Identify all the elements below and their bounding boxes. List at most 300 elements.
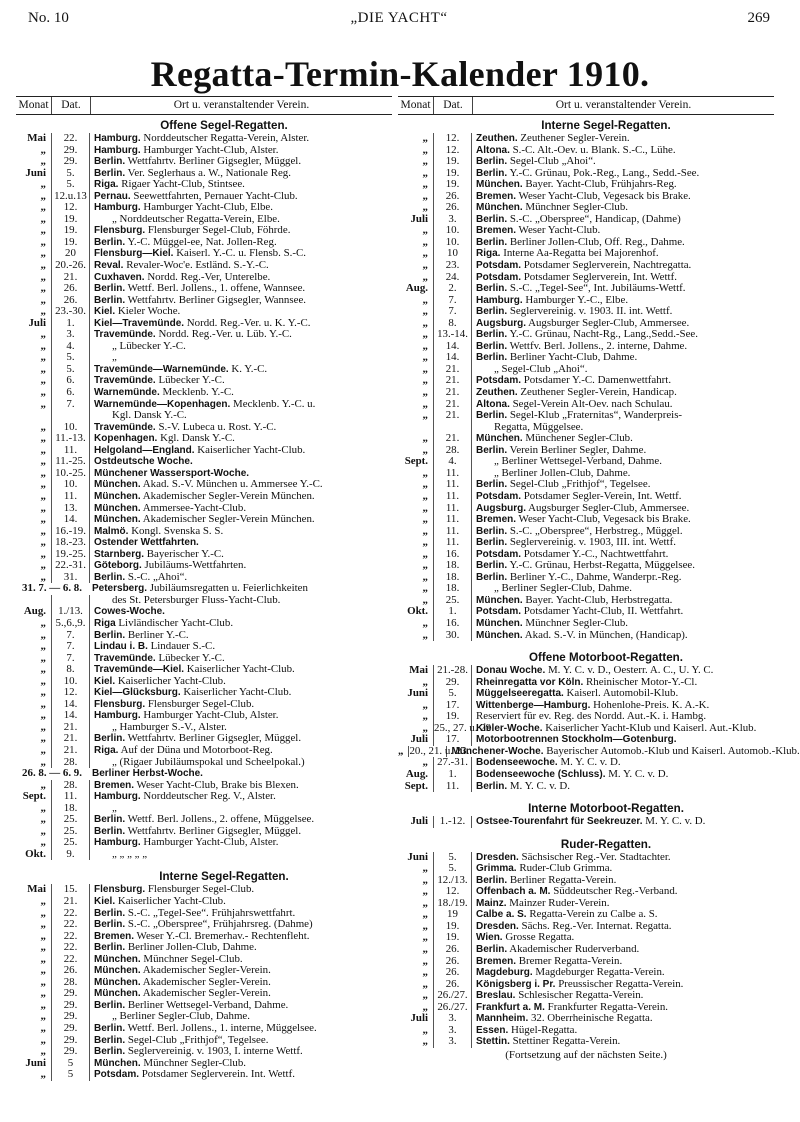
row-club: Wettfv. Berl. Jollens., 2. interne, Dahme. — [509, 339, 688, 352]
row-club: Ver. Seglerhaus a. W., Nationale Reg. — [127, 166, 291, 179]
row-place: Berlin. — [94, 571, 126, 583]
row-club: Wettf. Berl. Jollens., 2. offene, Müggelsee. — [127, 813, 315, 826]
row-date: 11. — [51, 791, 90, 803]
row-club: M. Y. C. v. D. — [509, 779, 570, 792]
row-club: Münchner Segel-Club. — [143, 952, 243, 965]
row-place: Travemünde—Kiel. — [94, 664, 185, 676]
row-date: 12. — [51, 202, 90, 214]
row-month: „ — [40, 466, 46, 479]
section-title: Ruder-Regatten. — [560, 837, 652, 851]
row-date: 11. — [433, 537, 472, 549]
row-month: „ — [422, 582, 428, 595]
row-club: „ Norddeutscher Regatta-Verein, Elbe. — [112, 212, 280, 225]
row-month: „ — [40, 362, 46, 375]
row-date: 7. — [51, 630, 90, 642]
row-date: 20.-26. — [51, 260, 90, 272]
row-month: „ — [40, 247, 46, 260]
row-month: „ — [422, 896, 428, 909]
row-month: „ — [422, 616, 428, 629]
row-month: „ — [40, 1033, 46, 1046]
row-date: 25., 27. u. 29 — [434, 721, 492, 734]
row-club: Jubiläumsregatten u. Feierlichkeiten — [149, 582, 308, 595]
row-date: 14. — [51, 514, 90, 526]
row-month: „ — [422, 698, 428, 711]
row-date: 16. — [433, 618, 472, 630]
row-date: 25. — [51, 826, 90, 838]
row-date: 10. — [433, 225, 472, 237]
row-month: „ — [40, 709, 46, 722]
row-date: 11. — [433, 781, 472, 793]
row-place: Bremen. — [476, 225, 517, 237]
row-place: München. — [476, 179, 523, 191]
row-date: 19. — [433, 168, 472, 180]
row-club: Wettfahrtv. Berliner Gigsegler, Müggel. — [127, 732, 302, 745]
row-club: Lübecker Y.-C. — [158, 374, 225, 387]
left-column — [16, 96, 392, 1081]
row-date: 5. — [433, 863, 472, 875]
row-club: Hohenlohe-Preis. K. A.-K. — [593, 698, 710, 711]
row-place: Ostdeutsche Woche. — [94, 456, 193, 468]
row-place: Potsdam. — [476, 606, 522, 618]
row-date: 5 — [51, 1058, 90, 1070]
page-title: Regatta-Termin-Kalender 1910. — [150, 54, 650, 94]
row-month: „ — [422, 247, 428, 260]
row-club: Weser Yacht-Club. — [518, 224, 601, 237]
row-club: Seglervereinig. v. 1903, I. interne Wettf. — [127, 1045, 303, 1058]
section-title: Interne Segel-Regatten. — [159, 870, 289, 884]
row-place: Berlin. — [476, 874, 508, 886]
row-month: „ — [422, 885, 428, 898]
row-place: Dresden. — [476, 920, 519, 932]
row-month: „ — [40, 1022, 46, 1035]
row-entry — [90, 422, 392, 434]
row-club: Weser Yacht-Club, Vegesack bis Brake. — [518, 513, 691, 526]
row-date: 11. — [433, 514, 472, 526]
row-date: 21. — [433, 364, 472, 376]
row-date: 5. — [433, 852, 472, 864]
row-place: Berlin. — [94, 1046, 126, 1058]
row-club: „ — [112, 801, 117, 814]
row-date: 28. — [433, 445, 472, 457]
row-date: 7. — [433, 295, 472, 307]
row-club: S.-C. „Ahoi“. — [127, 570, 188, 583]
row-date: 15. — [51, 884, 90, 896]
row-place: Potsdam. — [476, 271, 522, 283]
row-month: „ — [40, 755, 46, 768]
row-club: Norddeutscher Reg. V., Alster. — [143, 790, 276, 803]
row-club: Bayer. Yacht-Club, Herbstregatta. — [525, 593, 673, 606]
row-date: 7. — [51, 653, 90, 665]
row-month: „ — [422, 536, 428, 549]
row-place: Magdeburg. — [476, 967, 533, 979]
row-club: Lindauer S.-C. — [150, 640, 216, 653]
row-club: Kongl. Svenska S. S. — [131, 524, 224, 537]
row-place: Hamburg. — [94, 202, 141, 214]
row-club: Bremer Regatta-Verein. — [518, 954, 623, 967]
row-month: „ — [422, 270, 428, 283]
row-month: „ — [40, 720, 46, 733]
row-month: „ — [398, 744, 404, 757]
row-club: Süddeutscher Reg.-Verband. — [553, 885, 678, 898]
row-date: 30. — [433, 630, 472, 642]
row-place: Berlin. — [476, 236, 508, 248]
row-club: Flensburger Segel-Club, Föhrde. — [147, 224, 291, 237]
row-month: „ — [422, 593, 428, 606]
row-club: Potsdamer Y.-C., Nachtwettfahrt. — [523, 547, 669, 560]
place-header: Ort u. veranstaltender Verein. — [555, 99, 692, 111]
row-club: Bayerischer Y.-C. — [146, 547, 224, 560]
row-month: Juni — [25, 166, 46, 179]
row-place: Hamburg. — [476, 294, 523, 306]
row-date: 26. — [51, 965, 90, 977]
row-date: 18. — [433, 572, 472, 584]
row-club: Seewettfahrten, Pernauer Yacht-Club. — [133, 189, 298, 202]
calendar-row — [398, 410, 774, 422]
row-date: 11.-13. — [51, 433, 90, 445]
calendar-row — [16, 791, 392, 803]
row-club: Frankfurter Regatta-Verein. — [547, 1000, 668, 1013]
row-month: „ — [40, 1010, 46, 1023]
row-place: Wittenberge—Hamburg. — [476, 699, 591, 711]
section-title: Interne Segel-Regatten. — [541, 119, 671, 132]
row-entry — [90, 445, 392, 457]
page-number: 269 — [747, 10, 770, 26]
row-date: 21. — [433, 387, 472, 399]
row-month: „ — [422, 1023, 428, 1036]
row-month: „ — [40, 270, 46, 283]
row-club: Münchner Segler-Club. — [525, 616, 629, 629]
row-month: „ — [422, 432, 428, 445]
row-date: 19. — [433, 179, 472, 191]
row-date: 21. — [51, 733, 90, 745]
row-month: „ — [40, 155, 46, 168]
row-month: „ — [40, 906, 46, 919]
row-date: 22. — [51, 919, 90, 931]
row-place: Berlin. — [476, 329, 508, 341]
row-month: „ — [40, 559, 46, 572]
row-month: „ — [40, 1068, 46, 1081]
row-month: „ — [422, 386, 428, 399]
row-month: „ — [40, 143, 46, 156]
row-club: S.-C. „Oberspree“, Herbstreg., Müggel. — [509, 524, 683, 537]
row-month: „ — [40, 1045, 46, 1058]
row-club: Rheinischer Motor-Y.-Cl. — [585, 675, 698, 688]
row-month: Juni — [407, 850, 428, 863]
calendar-row — [398, 1036, 774, 1048]
row-club: Auf der Düna und Motorboot-Reg. — [120, 743, 273, 756]
row-month: Mai — [27, 132, 46, 144]
row-club: S.-C. „Tegel-See“, Int. Jubiläums-Wettf. — [509, 282, 686, 295]
row-month: „ — [422, 570, 428, 583]
section-title: Offene Segel-Regatten. — [160, 119, 288, 132]
row-club: Berliner Y.-C. — [127, 628, 189, 641]
row-entry — [90, 641, 392, 653]
row-date: 1.-12. — [433, 816, 472, 828]
row-place: Bodenseewoche. — [476, 757, 558, 769]
row-month: Juni — [25, 1056, 46, 1069]
calendar-row — [16, 618, 392, 630]
row-club: Berliner Regatta-Verein. — [509, 873, 617, 886]
row-date: 8. — [51, 664, 90, 676]
row-place: Potsdam. — [476, 375, 522, 387]
row-entry — [90, 341, 392, 353]
row-place: München. — [476, 202, 523, 214]
row-place: Warnemünde. — [94, 387, 160, 399]
row-date: 22. — [51, 954, 90, 966]
row-date: 5 — [51, 1069, 90, 1081]
row-date: 25. — [433, 595, 472, 607]
row-club: Wettf. Berl. Jollens., 1. offene, Wannsee. — [127, 282, 306, 295]
row-date: 29. — [433, 677, 472, 689]
row-club: Y.-C. Grünau, Herbst-Regatta, Müggelsee. — [509, 559, 695, 572]
row-month: „ — [422, 628, 428, 641]
row-place: Hamburg. — [94, 837, 141, 849]
row-date: 21. — [433, 399, 472, 411]
row-month: „ — [422, 873, 428, 886]
row-place: Malmö. — [94, 525, 129, 537]
row-place: Calbe a. S. — [476, 909, 527, 921]
row-month: Juli — [410, 733, 428, 746]
row-club: Zeuthener Segler-Verein, Handicap. — [520, 386, 677, 399]
row-club: „ Berliner Segler-Club, Dahme. — [112, 1010, 250, 1023]
row-date: 23. — [433, 260, 472, 272]
row-club: Potsdamer Seglerverein, Nachtregatta. — [523, 259, 692, 272]
section-gap — [398, 828, 774, 838]
row-date: 29. — [51, 145, 90, 157]
row-month: „ — [422, 374, 428, 387]
row-date: 5. — [51, 179, 90, 191]
row-entry — [90, 630, 392, 642]
row-place: Münchener Wassersport-Woche. — [94, 467, 250, 479]
row-place: Potsdam. — [476, 548, 522, 560]
row-place: Berlin. — [476, 410, 508, 422]
row-month: „ — [40, 305, 46, 318]
row-date: 14. — [51, 699, 90, 711]
row-month: „ — [422, 155, 428, 168]
row-club: Hamburger Y.-C., Elbe. — [525, 293, 629, 306]
row-date: 21. — [433, 410, 472, 422]
row-place: Flensburg. — [94, 698, 146, 710]
row-date: 3. — [433, 1025, 472, 1037]
row-club: M. Y. C. v. D. — [608, 767, 669, 780]
row-place: Travemünde—Warnemünde. — [94, 363, 229, 375]
row-month: Okt. — [407, 605, 428, 618]
row-club: Hamburger Yacht-Club, Alster. — [143, 143, 279, 156]
row-date: 11. — [433, 468, 472, 480]
row-place: Riga. — [94, 744, 119, 756]
row-place: Hamburg. — [94, 791, 141, 803]
row-club: S.-V. Lubeca u. Rost. Y.-C. — [158, 420, 277, 433]
journal-name: „DIE YACHT“ — [350, 10, 448, 26]
row-month: „ — [40, 778, 46, 791]
row-club: Y.-C. Müggel-ee, Nat. Jollen-Reg. — [127, 235, 277, 248]
row-place: München. — [476, 629, 523, 641]
row-date: 16. — [433, 549, 472, 561]
row-place: Petersberg. — [92, 583, 148, 595]
row-place: Berlin. — [476, 306, 508, 318]
row-month: „ — [422, 547, 428, 560]
row-place: Berlin. — [94, 999, 126, 1011]
row-place: Flensburg. — [94, 225, 146, 237]
row-club: Akademischer Segler-Verein. — [142, 964, 271, 977]
row-date: 18.-23. — [51, 537, 90, 549]
row-date: 11.-25. — [51, 456, 90, 468]
row-month: „ — [40, 386, 46, 399]
row-month — [16, 410, 51, 422]
row-date: 19. — [51, 225, 90, 237]
row-place: Dresden. — [476, 851, 519, 863]
row-month: „ — [422, 675, 428, 688]
row-month: „ — [40, 374, 46, 387]
row-date: 10. — [51, 676, 90, 688]
row-month: Sept. — [404, 779, 428, 792]
left-column-body — [16, 119, 392, 1081]
row-month: „ — [40, 941, 46, 954]
row-place: Berlin. — [476, 352, 508, 364]
row-club: Berliner Y.-C., Dahme, Wanderpr.-Reg. — [509, 570, 682, 583]
row-month: „ — [422, 166, 428, 179]
section-gap — [16, 860, 392, 870]
row-place: Offenbach a. M. — [476, 886, 551, 898]
row-place: Essen. — [476, 1024, 509, 1036]
row-month: „ — [422, 559, 428, 572]
row-date: 10 — [433, 248, 472, 260]
row-club: M. Y. C. v. D., Oesterr. A. C., U. Y. C. — [548, 664, 714, 677]
calendar-row — [398, 688, 774, 700]
row-month: „ — [422, 235, 428, 248]
row-date: 19. — [433, 156, 472, 168]
row-place: Flensburg. — [94, 884, 146, 896]
row-place: Bremen. — [476, 190, 517, 202]
row-place: München. — [94, 965, 141, 977]
row-date: 11. — [51, 445, 90, 457]
section-title: Interne Motorboot-Regatten. — [528, 802, 684, 816]
column-header — [398, 96, 774, 115]
row-date: 21. — [51, 722, 90, 734]
row-month: „ — [40, 224, 46, 237]
row-month: 26. 8. — 6. 9. — [22, 767, 82, 780]
row-place: Travemünde. — [94, 375, 156, 387]
right-column-body — [398, 119, 800, 1048]
row-place: Berlin. — [476, 283, 508, 295]
row-place: Stettin. — [476, 1036, 510, 1048]
row-place: Hamburg. — [94, 144, 141, 156]
row-club: Y.-C. Grünau, Pok.-Reg., Lang., Sedd.-See. — [509, 166, 700, 179]
row-place: Potsdam. — [94, 1069, 140, 1081]
row-club: Jubiläums-Wettfahrten. — [144, 559, 247, 572]
row-date: 11. — [51, 491, 90, 503]
row-date: 29. — [51, 988, 90, 1000]
row-club: Kaiserlicher Yacht-Club. — [186, 663, 295, 676]
row-month: „ — [422, 201, 428, 214]
row-club: Wettfahrtv. Berliner Gigsegler, Müggel. — [127, 824, 302, 837]
row-place: Kiel—Travemünde. — [94, 317, 185, 329]
row-place: Altona. — [476, 144, 510, 156]
row-date: 14. — [433, 341, 472, 353]
row-date: 12. — [51, 687, 90, 699]
row-club: Kaiserl. Automobil-Klub. — [566, 687, 679, 700]
row-date: 21. — [51, 896, 90, 908]
row-date: 18. — [433, 560, 472, 572]
row-place: Kiel. — [94, 675, 116, 687]
row-entry — [472, 1036, 774, 1048]
row-club: Segel-Verein Alt-Oev. nach Schulau. — [512, 397, 673, 410]
row-entry — [90, 537, 392, 549]
row-place: Bodenseewoche (Schluss). — [476, 768, 606, 780]
row-club: Berliner Wettsegel-Verband, Dahme. — [127, 998, 289, 1011]
row-date: 7. — [433, 306, 472, 318]
row-place: Berlin. — [476, 479, 508, 491]
row-club: Verein Berliner Segler, Dahme. — [509, 443, 647, 456]
row-month: „ — [40, 674, 46, 687]
row-club: Potsdamer Yacht-Club, II. Wettfahrt. — [523, 605, 684, 618]
row-place: Reval. — [94, 260, 124, 272]
row-club: Segel-Klub „Fraternitas“, Wanderpreis- — [509, 409, 683, 422]
row-entry — [472, 816, 774, 828]
month-header: Monat — [16, 97, 52, 114]
row-entry — [90, 526, 392, 538]
row-month: „ — [40, 640, 46, 653]
row-date: 17. — [433, 700, 472, 712]
row-date: 5. — [51, 364, 90, 376]
row-date: 18. — [51, 803, 90, 815]
row-date: 19. — [433, 921, 472, 933]
row-place: Ostsee-Tourenfahrt für Seekreuzer. — [476, 816, 643, 828]
row-date: 3. — [433, 1036, 472, 1048]
row-place: Pernau. — [94, 190, 131, 202]
row-club: Kaiserlicher Yacht-Club. — [183, 686, 292, 699]
row-place: Ostender Wettfahrten. — [94, 537, 199, 549]
row-place: Berlin. — [94, 907, 126, 919]
row-month: Mai — [409, 664, 428, 677]
row-month: „ — [40, 489, 46, 502]
row-date: 26. — [433, 202, 472, 214]
row-club: „ (Rigaer Jubiläumspokal und Scheelpokal.) — [112, 755, 305, 768]
row-month: „ — [40, 570, 46, 583]
row-month: „ — [422, 189, 428, 202]
row-month: „ — [40, 259, 46, 272]
row-month: 31. 7. — 6. 8. — [22, 582, 82, 595]
row-date: 12./13. — [433, 875, 472, 887]
calendar-row — [398, 781, 774, 793]
row-club: Segel-Club „Frithjof“, Tegelsee. — [127, 1033, 269, 1046]
row-club: Wettfahrtv. Berliner Gigsegler, Wannsee. — [127, 293, 307, 306]
row-date: 5. — [51, 352, 90, 364]
row-place: Hamburg. — [94, 133, 141, 144]
row-place: Berlin. — [476, 167, 508, 179]
row-month: „ — [40, 212, 46, 225]
row-month: „ — [40, 697, 46, 710]
row-date: 4. — [51, 341, 90, 353]
row-date: 22.-31. — [51, 560, 90, 572]
row-club: Nordd. Reg.-Ver. u. Lüb. Y.-C. — [158, 328, 292, 341]
row-date: 9. — [51, 849, 90, 861]
row-month: „ — [40, 235, 46, 248]
row-club: Kgl. Dansk Y.-C. — [160, 432, 235, 445]
row-month: „ — [422, 489, 428, 502]
row-club: Ammersee-Yacht-Club. — [142, 501, 247, 514]
row-month: „ — [40, 813, 46, 826]
row-place: München. — [476, 617, 523, 629]
row-month: „ — [422, 293, 428, 306]
row-club: Weser Y.-Cl. Bremerhav.- Rechtenfleht. — [136, 929, 310, 942]
row-place: München. — [94, 479, 141, 491]
row-month: „ — [422, 1035, 428, 1048]
section-gap — [398, 792, 774, 802]
row-place: Breslau. — [476, 990, 516, 1002]
row-month: „ — [422, 339, 428, 352]
row-month: „ — [422, 931, 428, 944]
